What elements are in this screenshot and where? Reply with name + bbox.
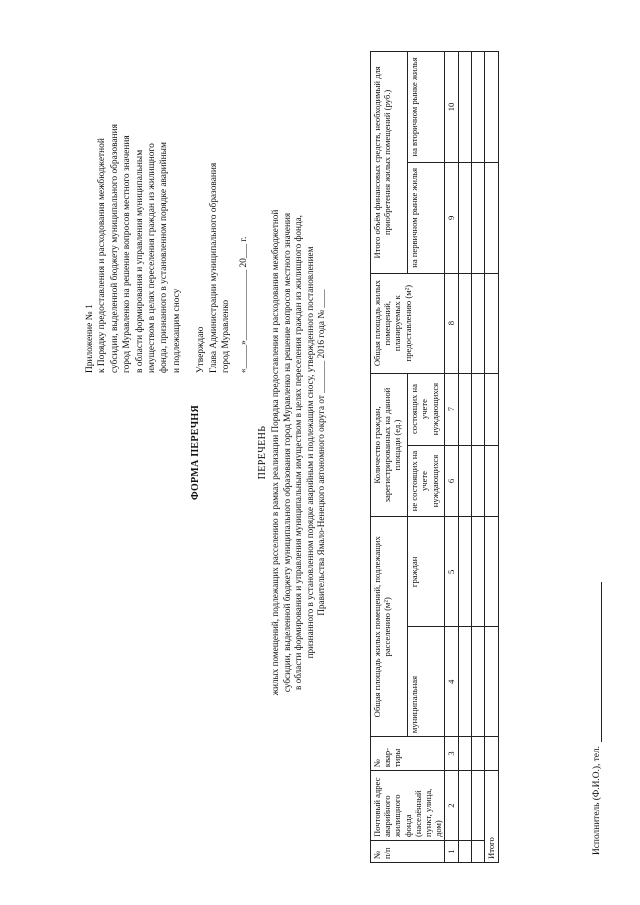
table-cell <box>471 52 484 163</box>
table-cell <box>458 737 471 771</box>
column-number: 1 <box>445 841 458 863</box>
column-number: 6 <box>445 445 458 517</box>
appendix-line: город Муравленко на решение вопросов местного значения <box>122 135 133 373</box>
appendix-line: субсидии, выделенной бюджету муниципального образования <box>109 124 120 373</box>
description-line: субсидии, выделенной бюджету муниципального образования город Муравленко на решение вопросов местного значения <box>281 212 292 693</box>
appendix-line: к Порядку предоставления и расходования межбюджетной <box>97 138 108 373</box>
header-funds-secondary: на вторичном рынке жилья <box>408 52 445 163</box>
table-cell <box>484 627 498 737</box>
column-number: 4 <box>445 627 458 737</box>
table-cell <box>471 627 484 737</box>
table-cell <box>471 841 484 863</box>
header-area-citizens: граждан <box>408 517 445 627</box>
appendix-line: фонда, признанного в установленном порядке аварийным <box>159 142 170 373</box>
appendix-line: и подлежащим сносу <box>171 288 182 373</box>
table-cell <box>458 52 471 163</box>
header-row-1 <box>371 52 408 863</box>
header-address: Почтовый адрес аварийного жилищного фонда (населённый пункт, улица, дом) <box>371 771 445 841</box>
column-number: 9 <box>445 162 458 273</box>
table-cell <box>471 373 484 445</box>
column-number: 5 <box>445 517 458 627</box>
header-area-municipal: муниципальная <box>408 627 445 737</box>
header-citizens-needing: состоящих на учете нуждающихся <box>408 373 445 445</box>
table-cell <box>471 273 484 373</box>
appendix-title: Приложение № 1 <box>85 304 95 373</box>
description-line: в области формирования и управления муниципальным имуществом в целях переселения граждан из жилищного фонда, <box>293 215 304 690</box>
table-cell <box>484 445 498 517</box>
housing-list-table <box>370 51 499 863</box>
column-number: 2 <box>445 771 458 841</box>
table-cell <box>471 737 484 771</box>
table-row <box>458 52 471 863</box>
column-number: 3 <box>445 737 458 771</box>
table-cell <box>484 373 498 445</box>
description-line: жилых помещений, подлежащих расселению в рамках реализации Порядка предоставления и расходования межбюджетной <box>270 209 280 696</box>
header-planned-area: Общая площадь жилых помещений, планируемых к предоставлению (м²) <box>371 273 445 373</box>
table-cell <box>471 517 484 627</box>
approved-label: Утверждаю <box>196 326 207 373</box>
list-title: ПЕРЕЧЕНЬ <box>257 425 268 480</box>
table-cell <box>458 273 471 373</box>
header-citizens-not-needing: не состоящих на учете нуждающихся <box>408 445 445 517</box>
description-line: признанного в установленном порядке аварийным и подлежащим сносу, утвержденного постановлением <box>304 246 315 659</box>
table-cell <box>458 373 471 445</box>
table-row <box>471 52 484 863</box>
executor-signature-line <box>592 582 602 742</box>
table-cell <box>484 517 498 627</box>
column-number: 8 <box>445 273 458 373</box>
table-cell <box>471 771 484 841</box>
appendix-line: в области формирования и управления муниципальным <box>134 149 145 373</box>
table-cell <box>484 737 498 771</box>
total-label: Итого <box>484 771 498 863</box>
table-cell <box>458 162 471 273</box>
table-cell <box>458 627 471 737</box>
header-apartment: № квар-тиры <box>371 737 445 771</box>
form-title: ФОРМА ПЕРЕЧНЯ <box>190 404 201 501</box>
table-cell <box>458 841 471 863</box>
table-cell <box>458 771 471 841</box>
column-number: 10 <box>445 52 458 163</box>
approver-line: город Муравленко <box>221 299 232 373</box>
executor-label: Исполнитель (Ф.И.О.), тел. <box>592 746 602 855</box>
appendix-block <box>84 73 251 373</box>
table-cell <box>471 162 484 273</box>
header-funds-group: Итого объём финансовых средств, необходимый для приобретения жилых помещений (руб.) <box>371 52 408 274</box>
description-line: Правительства Ямало-Ненецкого автономного округа от _______ 2016 года № ____ <box>316 289 327 616</box>
header-citizens-group: Количество граждан, зарегистрированных на данной площади (ед.) <box>371 373 408 517</box>
table-cell <box>484 162 498 273</box>
appendix-line: имуществом в целях переселения граждан из жилищного <box>147 143 158 373</box>
table-cell <box>484 273 498 373</box>
table-cell <box>471 445 484 517</box>
column-number: 7 <box>445 373 458 445</box>
executor-line <box>592 582 602 855</box>
table-cell <box>484 52 498 163</box>
approver-line: Глава Администрации муниципального образования <box>208 162 219 373</box>
table-cell <box>458 445 471 517</box>
total-row <box>484 52 498 863</box>
table-cell <box>458 517 471 627</box>
list-description <box>270 0 328 905</box>
header-funds-primary: на первичном рынке жилья <box>408 162 445 273</box>
approval-date-line: «_____»_______________ 20___ г. <box>239 236 250 373</box>
header-num: № п/п <box>371 841 445 863</box>
header-area-group: Общая площадь жилых помещений, подлежащих расселению (м²) <box>371 517 408 737</box>
column-number-row <box>445 52 458 863</box>
